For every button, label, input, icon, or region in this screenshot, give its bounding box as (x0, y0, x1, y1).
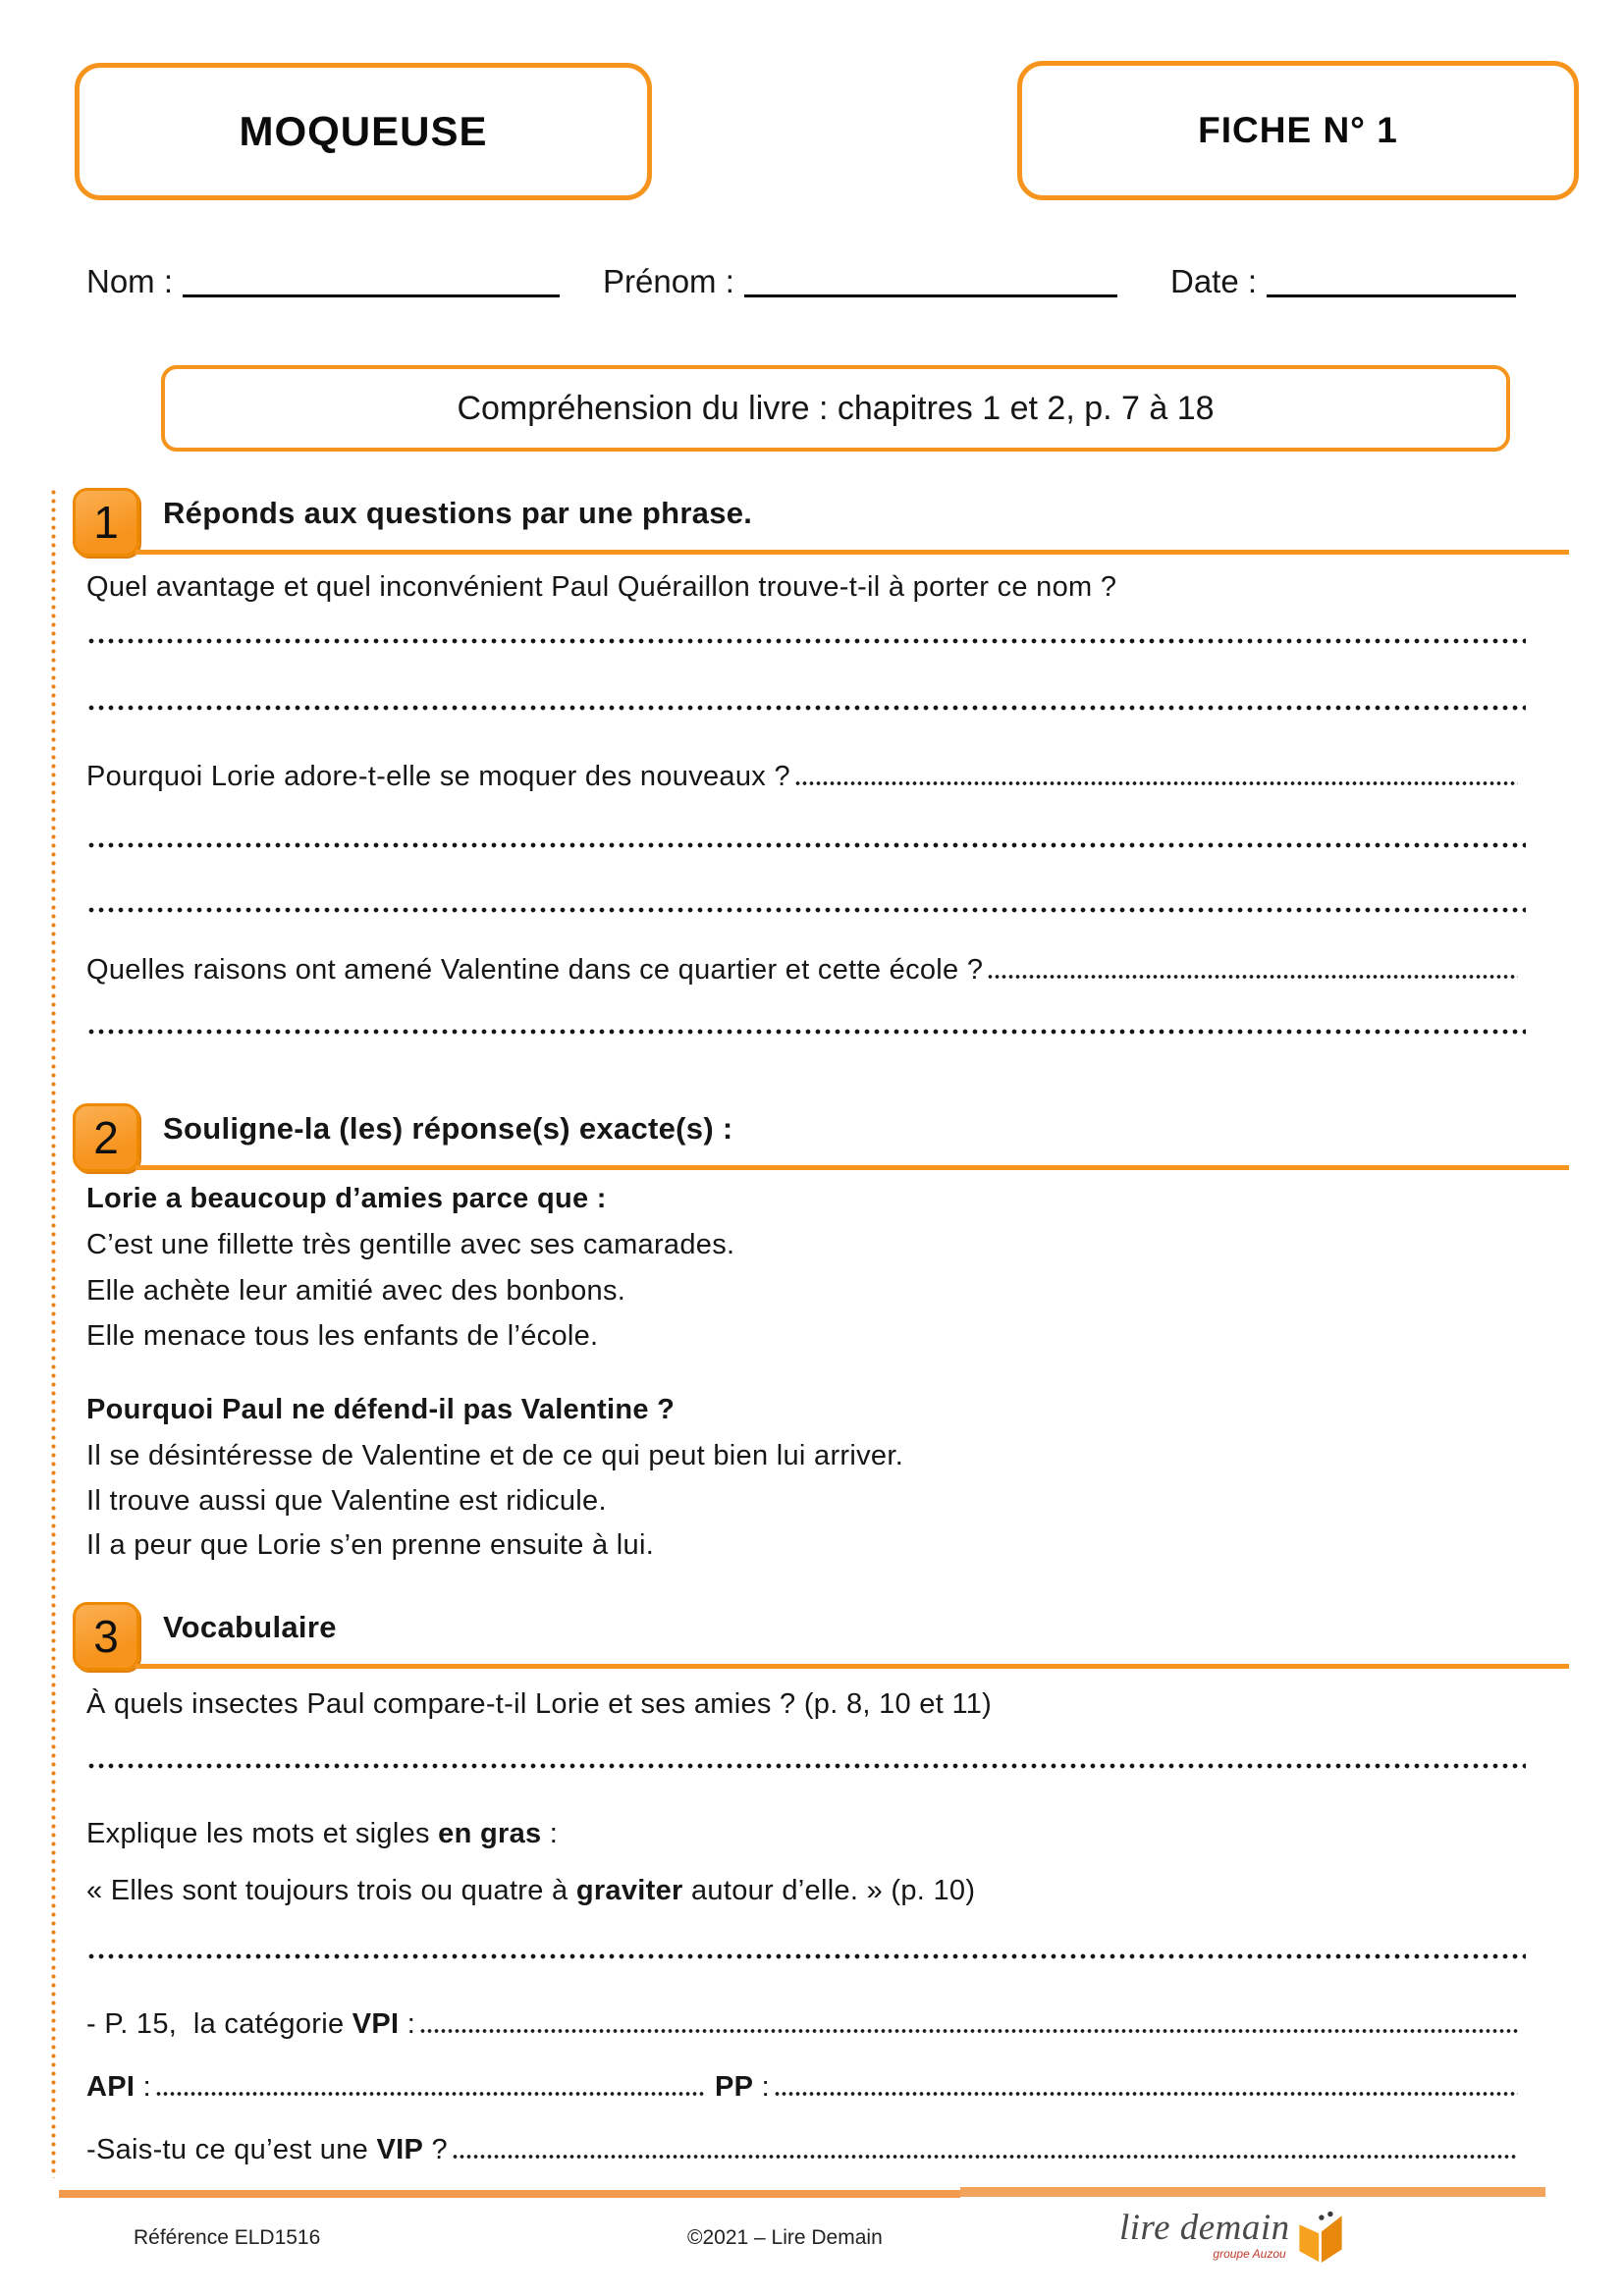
mcq-option-text: Elle achète leur amitié avec des bonbons. (86, 1275, 626, 1307)
vocab-citation-pre: « Elles sont toujours trois ou quatre à (86, 1875, 576, 1906)
mcq-option (86, 1273, 1518, 1308)
vocab-citation (86, 1873, 1518, 1908)
question-1-text: Quel avantage et quel inconvénient Paul Quéraillon trouve-t-il à porter ce nom ? (86, 571, 1117, 603)
vpi-pre: - P. 15, la catégorie (86, 2008, 352, 2040)
vpi-line (86, 2006, 1518, 2042)
vocab-instruction (86, 1816, 1518, 1851)
section-2-number-badge (73, 1103, 139, 1172)
book-title: MOQUEUSE (239, 108, 488, 154)
mcq-group-1-title (86, 1181, 1518, 1216)
section-1-rule (135, 550, 1569, 555)
mcq-option (86, 1527, 1518, 1563)
answer-leader-dots (452, 2151, 1518, 2163)
section-3-title: Vocabulaire (163, 1610, 337, 1644)
mcq-option-text: Elle menace tous les enfants de l’école. (86, 1320, 599, 1352)
vocab-question-1-text: À quels insectes Paul compare-t-il Lorie et ses amies ? (p. 8, 10 et 11) (86, 1688, 993, 1720)
section-3-rule (135, 1664, 1569, 1669)
section-1-number-badge (73, 488, 139, 557)
answer-dotted-line (86, 634, 1526, 648)
vocab-question-1 (86, 1686, 1518, 1722)
api-pp-line (86, 2069, 1518, 2105)
mcq-option-text: Il se désintéresse de Valentine et de ce qui peut bien lui arriver. (86, 1440, 904, 1471)
section-2-number: 2 (93, 1112, 119, 1163)
worksheet-subtitle: Compréhension du livre : chapitres 1 et 2, p. 7 à 18 (457, 389, 1215, 427)
answer-dotted-line (86, 1759, 1526, 1773)
section-1-title: Réponds aux questions par une phrase. (163, 496, 753, 530)
question-1 (86, 569, 1518, 605)
publisher-logo (1119, 2207, 1347, 2266)
vocab-citation-bold: graviter (575, 1875, 683, 1906)
firstname-label: Prénom : (603, 263, 734, 299)
footer-reference: Référence ELD1516 (134, 2226, 321, 2249)
question-2 (86, 759, 1518, 794)
answer-dotted-line (86, 838, 1526, 852)
section-3-number: 3 (93, 1611, 119, 1662)
footer-divider-left (59, 2190, 960, 2198)
mcq-option (86, 1483, 1518, 1519)
vpi-label: VPI (352, 2008, 400, 2040)
name-label: Nom : (86, 263, 174, 299)
section-2-rule (135, 1165, 1569, 1170)
publisher-logo-text-wrap (1119, 2207, 1290, 2261)
vip-pre: -Sais-tu ce qu’est une (86, 2134, 377, 2165)
mcq-group-1-title-text: Lorie a beaucoup d’amies parce que : (86, 1183, 607, 1214)
answer-dotted-line (86, 1025, 1526, 1039)
question-3 (86, 952, 1518, 988)
date-label: Date : (1170, 263, 1258, 299)
firstname-blank-line (744, 294, 1117, 297)
publisher-logo-wordmark: lire demain (1119, 2208, 1290, 2248)
answer-dotted-line (86, 1949, 1526, 1963)
answer-leader-dots (774, 2088, 1518, 2100)
vocab-citation-post: autour d’elle. » (p. 10) (682, 1875, 976, 1906)
api-colon: : (135, 2071, 151, 2103)
open-book-icon (1294, 2207, 1347, 2266)
mcq-option-text: C’est une fillette très gentille avec ses camarades. (86, 1229, 735, 1260)
answer-dotted-line (86, 903, 1526, 917)
publisher-logo-subtext: groupe Auzou (1213, 2247, 1286, 2261)
mcq-option (86, 1227, 1518, 1262)
pp-label: PP (714, 2071, 754, 2103)
footer-divider-right (960, 2187, 1545, 2197)
api-label: API (86, 2071, 135, 2103)
footer-copyright: ©2021 – Lire Demain (687, 2226, 883, 2249)
book-title-box (75, 63, 652, 200)
firstname-field (603, 263, 1117, 300)
vip-line (86, 2132, 1518, 2167)
date-field (1170, 263, 1516, 300)
section-3-number-badge (73, 1602, 139, 1671)
answer-dotted-line (86, 701, 1526, 715)
mcq-option (86, 1438, 1518, 1473)
answer-leader-dots (987, 971, 1518, 983)
section-2-title: Souligne-la (les) réponse(s) exacte(s) : (163, 1111, 733, 1146)
vip-question-mark: ? (423, 2134, 448, 2165)
pp-colon: : (753, 2071, 770, 2103)
vocab-instruction-pre: Explique les mots et sigles (86, 1818, 439, 1849)
mcq-option-text: Il a peur que Lorie s’en prenne ensuite à lui. (86, 1529, 655, 1561)
fiche-number: FICHE N° 1 (1198, 110, 1398, 150)
mcq-option-text: Il trouve aussi que Valentine est ridicule. (86, 1485, 607, 1517)
vip-label: VIP (376, 2134, 424, 2165)
vocab-instruction-bold: en gras (438, 1818, 542, 1849)
question-3-text: Quelles raisons ont amené Valentine dans ce quartier et cette école ? (86, 954, 984, 986)
answer-leader-dots (419, 2025, 1518, 2037)
name-field (86, 263, 560, 300)
question-2-text: Pourquoi Lorie adore-t-elle se moquer des nouveaux ? (86, 761, 790, 792)
fiche-number-box (1017, 61, 1579, 200)
left-dotted-accent-line (51, 488, 56, 2178)
answer-leader-dots (155, 2088, 705, 2100)
mcq-group-2-title-text: Pourquoi Paul ne défend-il pas Valentine ? (86, 1394, 676, 1425)
section-2-header (73, 1103, 1569, 1172)
section-3-header (73, 1602, 1569, 1671)
vocab-instruction-post: : (541, 1818, 559, 1849)
section-1-number: 1 (93, 497, 119, 548)
name-blank-line (183, 294, 560, 297)
vpi-colon: : (399, 2008, 416, 2040)
worksheet-subtitle-box (161, 365, 1510, 452)
mcq-option (86, 1318, 1518, 1354)
section-1-header (73, 488, 1569, 557)
date-blank-line (1267, 294, 1516, 297)
mcq-group-2-title (86, 1392, 1518, 1427)
answer-leader-dots (794, 777, 1518, 789)
